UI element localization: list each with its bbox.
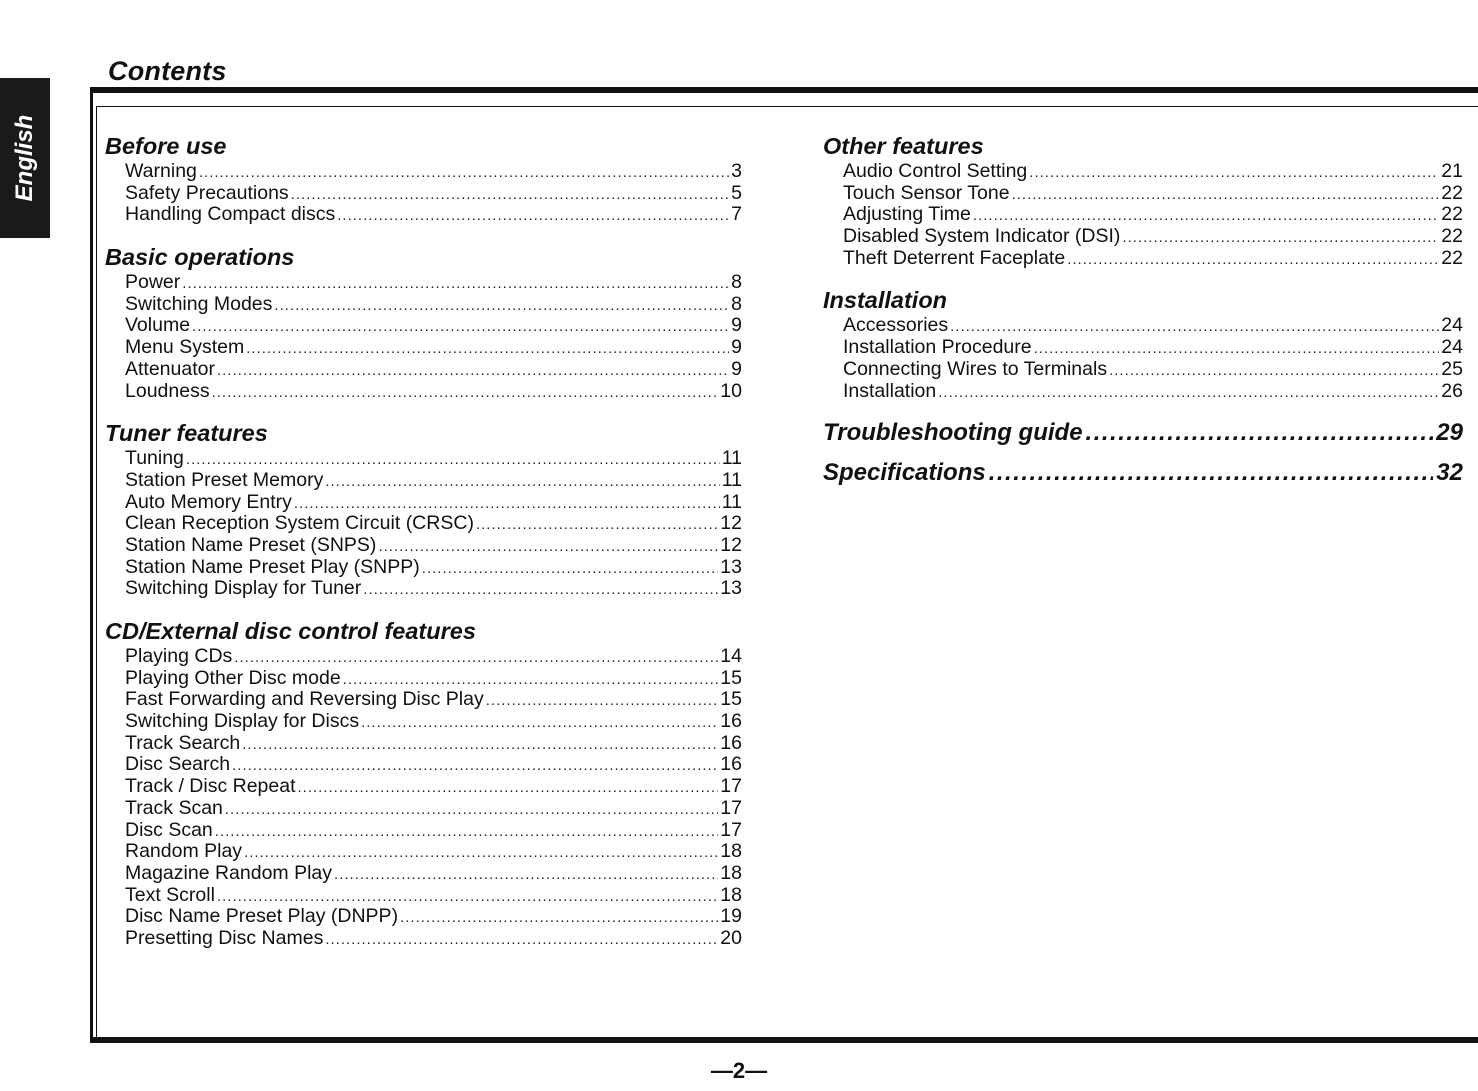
- dot-leader: [244, 842, 718, 864]
- toc-entry[interactable]: [105, 337, 742, 359]
- toc-entry-label: Audio Control Setting: [843, 160, 1028, 182]
- dot-leader: [950, 316, 1439, 338]
- toc-entry-label: Switching Modes: [125, 292, 273, 315]
- toc-entry-page: 26: [1441, 379, 1463, 402]
- toc-entry-page: 22: [1441, 181, 1463, 204]
- toc-entry-page: 11: [721, 490, 742, 513]
- toc-entry[interactable]: [105, 381, 742, 403]
- toc-entry-page: 18: [720, 883, 742, 906]
- dot-leader: [298, 777, 719, 799]
- toc-entry-label: Power: [125, 271, 181, 294]
- toc-entry[interactable]: [105, 470, 742, 492]
- dot-leader: [334, 864, 718, 886]
- toc-entry-page: 22: [1441, 203, 1463, 226]
- toc-entry-label: Auto Memory Entry: [125, 490, 292, 513]
- toc-entry-page: 24: [1441, 336, 1463, 359]
- toc-entry[interactable]: [105, 513, 742, 535]
- toc-entry[interactable]: [105, 272, 742, 294]
- toc-entry-label: Attenuator: [125, 357, 215, 380]
- toc-entry-page: 12: [720, 533, 742, 556]
- toc-entry[interactable]: [105, 798, 742, 820]
- toc-entry[interactable]: [823, 204, 1463, 226]
- dot-leader: [199, 162, 729, 184]
- dot-leader: [1122, 227, 1439, 249]
- section-heading: CD/External disc control features: [105, 618, 476, 644]
- toc-entry-page: 15: [720, 688, 742, 711]
- section-heading: Basic operations: [105, 244, 295, 271]
- toc-entry-page: 17: [720, 775, 742, 798]
- toc-entry-page: 25: [1441, 357, 1463, 380]
- toc-entry-label: Station Name Preset Play (SNPP): [125, 555, 420, 578]
- toc-entry-page: 20: [720, 926, 742, 949]
- dot-leader: [361, 712, 718, 734]
- toc-entry-page: 5: [731, 181, 742, 204]
- toc-entry-label: Tuning: [125, 447, 184, 470]
- toc-entry-label: Random Play: [125, 840, 243, 863]
- dot-leader: [476, 514, 718, 536]
- toc-entry-page: 21: [1441, 160, 1463, 182]
- toc-entry-page: 11: [721, 468, 742, 491]
- dot-leader: [1029, 162, 1439, 184]
- dot-leader: [1067, 249, 1439, 271]
- dot-leader: [363, 579, 718, 601]
- toc-entry[interactable]: [823, 315, 1463, 337]
- toc-entry-page: 22: [1441, 246, 1463, 269]
- toc-entry[interactable]: [105, 668, 742, 690]
- toc-entry[interactable]: [105, 928, 742, 950]
- dot-leader: [291, 184, 729, 206]
- toc-entry[interactable]: [823, 359, 1463, 381]
- toc-entry-label: Installation Procedure: [843, 336, 1032, 359]
- dot-leader: [378, 536, 718, 558]
- toc-entry-label: Station Name Preset (SNPS): [125, 533, 377, 556]
- section-heading: Installation: [823, 287, 948, 314]
- section-heading: Tuner features: [105, 420, 268, 447]
- toc-entry-label: Menu System: [125, 336, 245, 359]
- dot-leader: [1034, 338, 1440, 360]
- toc-entry[interactable]: [105, 359, 742, 381]
- toc-entry-page: 8: [731, 271, 742, 294]
- dot-leader: [343, 669, 719, 691]
- toc-entry-page: 3: [731, 160, 742, 182]
- dot-leader: [938, 382, 1439, 404]
- section-heading: Other features: [823, 133, 984, 159]
- toc-major-entry-troubleshooting-guide[interactable]: [823, 418, 1463, 448]
- dot-leader: [215, 821, 719, 843]
- toc-entry[interactable]: [823, 248, 1463, 270]
- dot-leader: [242, 734, 718, 756]
- toc-entry-page: 11: [721, 447, 742, 470]
- toc-entry-label: Magazine Random Play: [125, 861, 333, 884]
- dot-leader: [325, 471, 719, 493]
- dot-leader: [1109, 360, 1439, 382]
- toc-entry-label: Disc Search: [125, 753, 231, 776]
- toc-entry-label: Safety Precautions: [125, 181, 289, 204]
- toc-entry[interactable]: [105, 535, 742, 557]
- toc-entry-label: Switching Display for Discs: [125, 710, 360, 733]
- toc-entry[interactable]: [105, 204, 742, 226]
- toc-entry[interactable]: [105, 863, 742, 885]
- toc-entry-label: Track / Disc Repeat: [125, 775, 296, 798]
- toc-entry-page: 18: [720, 861, 742, 884]
- dot-leader: [182, 273, 729, 295]
- dot-leader: [274, 295, 729, 317]
- toc-entry[interactable]: [823, 337, 1463, 359]
- language-tab-label: English: [11, 114, 38, 202]
- toc-entry-label: Warning: [125, 160, 197, 182]
- toc-entry-page: 22: [1441, 225, 1463, 248]
- dot-leader: [1086, 418, 1434, 448]
- toc-entry[interactable]: [105, 841, 742, 863]
- toc-entry[interactable]: [105, 557, 742, 579]
- toc-entry[interactable]: [823, 381, 1463, 403]
- dot-leader: [325, 929, 718, 951]
- toc-entry-page: 9: [731, 314, 742, 337]
- toc-entry-page: 13: [720, 555, 742, 578]
- language-tab: [0, 78, 50, 238]
- dot-leader: [422, 558, 719, 580]
- toc-entry-label: Theft Deterrent Faceplate: [843, 246, 1066, 269]
- toc-entry-page: 9: [731, 336, 742, 359]
- toc-entry-label: Text Scroll: [125, 883, 215, 906]
- toc-entry-page: 19: [720, 905, 742, 928]
- toc-entry-page: 12: [720, 512, 742, 535]
- toc-entry-label: Touch Sensor Tone: [843, 181, 1010, 204]
- toc-entry-page: 18: [720, 840, 742, 863]
- toc-entry-label: Playing CDs: [125, 645, 233, 667]
- toc-section-other-features: [823, 131, 1463, 269]
- toc-entry-page: 24: [1441, 314, 1463, 337]
- dot-leader: [217, 360, 729, 382]
- toc-entry-page: 17: [720, 796, 742, 819]
- toc-entry-label: Accessories: [843, 314, 949, 337]
- toc-major-label: Troubleshooting guide: [823, 419, 1083, 447]
- dot-leader: [1012, 184, 1440, 206]
- toc-entry[interactable]: [105, 578, 742, 600]
- dot-leader: [192, 316, 729, 338]
- dot-leader: [400, 907, 718, 929]
- toc-entry-page: 8: [731, 292, 742, 315]
- toc-entry-label: Switching Display for Tuner: [125, 577, 362, 600]
- toc-entry-label: Installation: [843, 379, 937, 402]
- dot-leader: [234, 647, 718, 669]
- toc-entry-label: Connecting Wires to Terminals: [843, 357, 1108, 380]
- toc-entry[interactable]: [105, 776, 742, 798]
- toc-entry-label: Disc Scan: [125, 818, 213, 841]
- toc-entry[interactable]: [105, 820, 742, 842]
- toc-entry-page: 16: [720, 710, 742, 733]
- toc-entry-page: 14: [720, 645, 742, 667]
- toc-entry-page: 17: [720, 818, 742, 841]
- toc-entry-label: Adjusting Time: [843, 203, 971, 226]
- left-column: [105, 131, 742, 966]
- dot-leader: [232, 755, 718, 777]
- toc-entry[interactable]: [105, 733, 742, 755]
- toc-entry-label: Loudness: [125, 379, 210, 402]
- toc-entry-label: Handling Compact discs: [125, 203, 336, 226]
- toc-entry-label: Clean Reception System Circuit (CRSC): [125, 512, 474, 535]
- toc-entry-page: 13: [720, 577, 742, 600]
- toc-entry-label: Volume: [125, 314, 191, 337]
- toc-entry-page: 10: [720, 379, 742, 402]
- toc-section-cd-external-disc-control-features: [105, 616, 742, 950]
- toc-entry-label: Presetting Disc Names: [125, 926, 324, 949]
- dot-leader: [225, 799, 718, 821]
- toc-entry-label: Disabled System Indicator (DSI): [843, 225, 1121, 248]
- toc-entry[interactable]: [105, 754, 742, 776]
- toc-entry[interactable]: [105, 161, 742, 183]
- toc-entry[interactable]: [105, 646, 742, 668]
- toc-entry[interactable]: [823, 226, 1463, 248]
- dot-leader: [186, 449, 720, 471]
- dot-leader: [486, 690, 719, 712]
- toc-entry-label: Playing Other Disc mode: [125, 666, 341, 689]
- section-heading: Before use: [105, 133, 227, 159]
- toc-entry-page: 15: [720, 666, 742, 689]
- page-title: Contents: [108, 56, 227, 86]
- toc-major-page: 29: [1436, 419, 1463, 447]
- toc-major-page: 32: [1436, 459, 1463, 487]
- toc-entry[interactable]: [823, 183, 1463, 205]
- toc-entry[interactable]: [105, 906, 742, 928]
- toc-entry-label: Track Search: [125, 731, 241, 754]
- toc-entry-label: Disc Name Preset Play (DNPP): [125, 905, 399, 928]
- dot-leader: [212, 382, 719, 404]
- toc-entry[interactable]: [105, 294, 742, 316]
- toc-section-before-use: [105, 131, 742, 226]
- dot-leader: [217, 886, 718, 908]
- toc-entry-page: 7: [731, 203, 742, 226]
- toc-entry[interactable]: [105, 183, 742, 205]
- dot-leader: [337, 205, 729, 227]
- dot-leader: [973, 205, 1439, 227]
- major-entries: [823, 418, 1463, 488]
- toc-entry[interactable]: [105, 315, 742, 337]
- page-number: —2—: [710, 1058, 768, 1083]
- toc-section-tuner-features: [105, 418, 742, 600]
- toc-entry[interactable]: [823, 161, 1463, 183]
- toc-section-basic-operations: [105, 242, 742, 402]
- toc-entry-label: Track Scan: [125, 796, 223, 819]
- toc-entry[interactable]: [105, 448, 742, 470]
- toc-entry-label: Station Preset Memory: [125, 468, 324, 491]
- toc-entry[interactable]: [105, 492, 742, 514]
- toc-major-label: Specifications: [823, 459, 986, 487]
- toc-entry[interactable]: [105, 711, 742, 733]
- toc-major-entry-specifications[interactable]: [823, 458, 1463, 488]
- dot-leader: [246, 338, 729, 360]
- toc-entry-page: 9: [731, 357, 742, 380]
- dot-leader: [294, 493, 720, 515]
- right-column: [823, 131, 1463, 498]
- toc-entry-label: Fast Forwarding and Reversing Disc Play: [125, 688, 484, 711]
- toc-section-installation: [823, 285, 1463, 402]
- dot-leader: [989, 458, 1434, 488]
- toc-entry-page: 16: [720, 753, 742, 776]
- toc-entry[interactable]: [105, 885, 742, 907]
- toc-entry-page: 16: [720, 731, 742, 754]
- toc-entry[interactable]: [105, 689, 742, 711]
